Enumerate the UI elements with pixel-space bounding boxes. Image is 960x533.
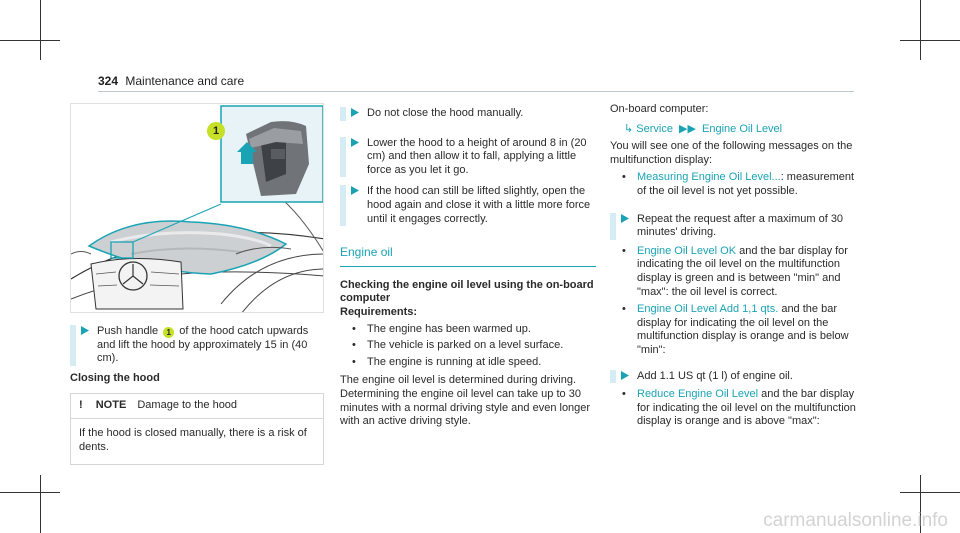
crop-mark (0, 40, 60, 41)
watermark: carmanualsonline.info (763, 510, 948, 531)
step-arrow-icon (621, 371, 629, 380)
hood-figure (70, 103, 324, 313)
step-arrow-icon (621, 214, 629, 223)
step-arrow-icon (81, 326, 89, 335)
note-body: If the hood is closed manually, there is a risk of dents. (79, 426, 307, 453)
note-box (70, 393, 324, 465)
note-header (71, 394, 323, 419)
step-marker-bar (610, 213, 616, 240)
page-header (98, 74, 244, 88)
requirement-item: • The vehicle is parked on a level surface. (352, 339, 564, 352)
onboard-computer-label: On-board computer: (610, 103, 709, 115)
callout-badge-inline: 1 (163, 327, 174, 338)
message-ok: • Engine Oil Level OK and the bar display for indicating the oil level on the multifunction display is green and is between "min" and "max": the oil level is correct. (622, 244, 848, 298)
step-text: If the hood can still be lifted slightly, open the hood again and close it with a little more force until it engages correctly. (367, 185, 591, 225)
step-text-post: of the hood catch upwards and lift the hood by approximately 15 in (40 cm). (97, 325, 309, 365)
crop-mark (40, 475, 41, 533)
step-arrow-icon (351, 138, 359, 147)
menu-path (610, 123, 860, 137)
subheading-checking-oil: Checking the engine oil level using the on-board computer (340, 278, 594, 305)
heading-closing-hood: Closing the hood (70, 371, 160, 384)
step-lift-again (340, 185, 596, 226)
crop-mark (900, 492, 960, 493)
section-name: Maintenance and care (125, 74, 245, 88)
menu-service: Service (636, 122, 673, 135)
step-push-handle (70, 325, 324, 366)
step-text: Add 1.1 US qt (1 l) of engine oil. (637, 369, 793, 382)
note-label: NOTE (95, 399, 127, 412)
column-1 (70, 103, 324, 465)
requirement-item: • The engine has been warmed up. (352, 322, 531, 335)
car-hood-illustration (71, 104, 324, 313)
callout-badge: 1 (207, 122, 225, 140)
step-repeat (610, 213, 860, 240)
menu-engine-oil-level: Engine Oil Level (702, 122, 783, 135)
message-add: • Engine Oil Level Add 1,1 qts. and the bar display for indicating the oil level on the multifunction display is orange and is below "min": (622, 303, 849, 356)
message-measuring: • Measuring Engine Oil Level...: measurement of the oil level is not yet possible. (622, 171, 855, 197)
header-rule (98, 91, 854, 92)
page-number: 324 (98, 74, 119, 88)
crop-mark (920, 0, 921, 60)
crop-mark (900, 40, 960, 41)
step-marker-bar (340, 185, 346, 226)
step-text-pre: Push handle (97, 325, 162, 337)
column-3 (610, 103, 860, 432)
step-text: Lower the hood to a height of around 8 in (20 cm) and then allow it to fall, applying a little force as you let it go. (367, 136, 587, 176)
step-do-not-close (340, 107, 596, 121)
crop-mark (0, 492, 60, 493)
message-reduce: • Reduce Engine Oil Level and the bar display for indicating the oil level on the multifunction display is orange and is above "max": (622, 388, 856, 428)
step-lower-hood (340, 137, 596, 178)
step-arrow-icon (351, 108, 359, 117)
step-text: Repeat the request after a maximum of 30 minutes' driving. (637, 212, 844, 239)
warning-icon: ! (79, 399, 83, 412)
step-add-oil (610, 370, 860, 384)
requirements-label: Requirements: (340, 305, 418, 318)
crop-mark (40, 0, 41, 60)
requirement-item: • The engine is running at idle speed. (352, 355, 542, 368)
step-marker-bar (610, 370, 616, 384)
step-arrow-icon (351, 186, 359, 195)
menu-return-icon: ↳ (624, 122, 634, 135)
section-title-engine-oil: Engine oil (340, 246, 596, 267)
step-marker-bar (340, 107, 346, 121)
step-marker-bar (70, 325, 76, 366)
messages-intro: You will see one of the following messages on the multifunction display: (610, 140, 853, 166)
step-text: Do not close the hood manually. (367, 107, 524, 119)
step-marker-bar (340, 137, 346, 178)
paragraph-oil-level: The engine oil level is determined during driving. Determining the engine oil level can take up to 30 minutes with a normal driving style and even longer with an active driving style. (340, 374, 591, 428)
menu-separator-icon: ▶▶ (679, 122, 696, 135)
column-2 (340, 103, 596, 433)
note-title: Damage to the hood (137, 399, 238, 412)
